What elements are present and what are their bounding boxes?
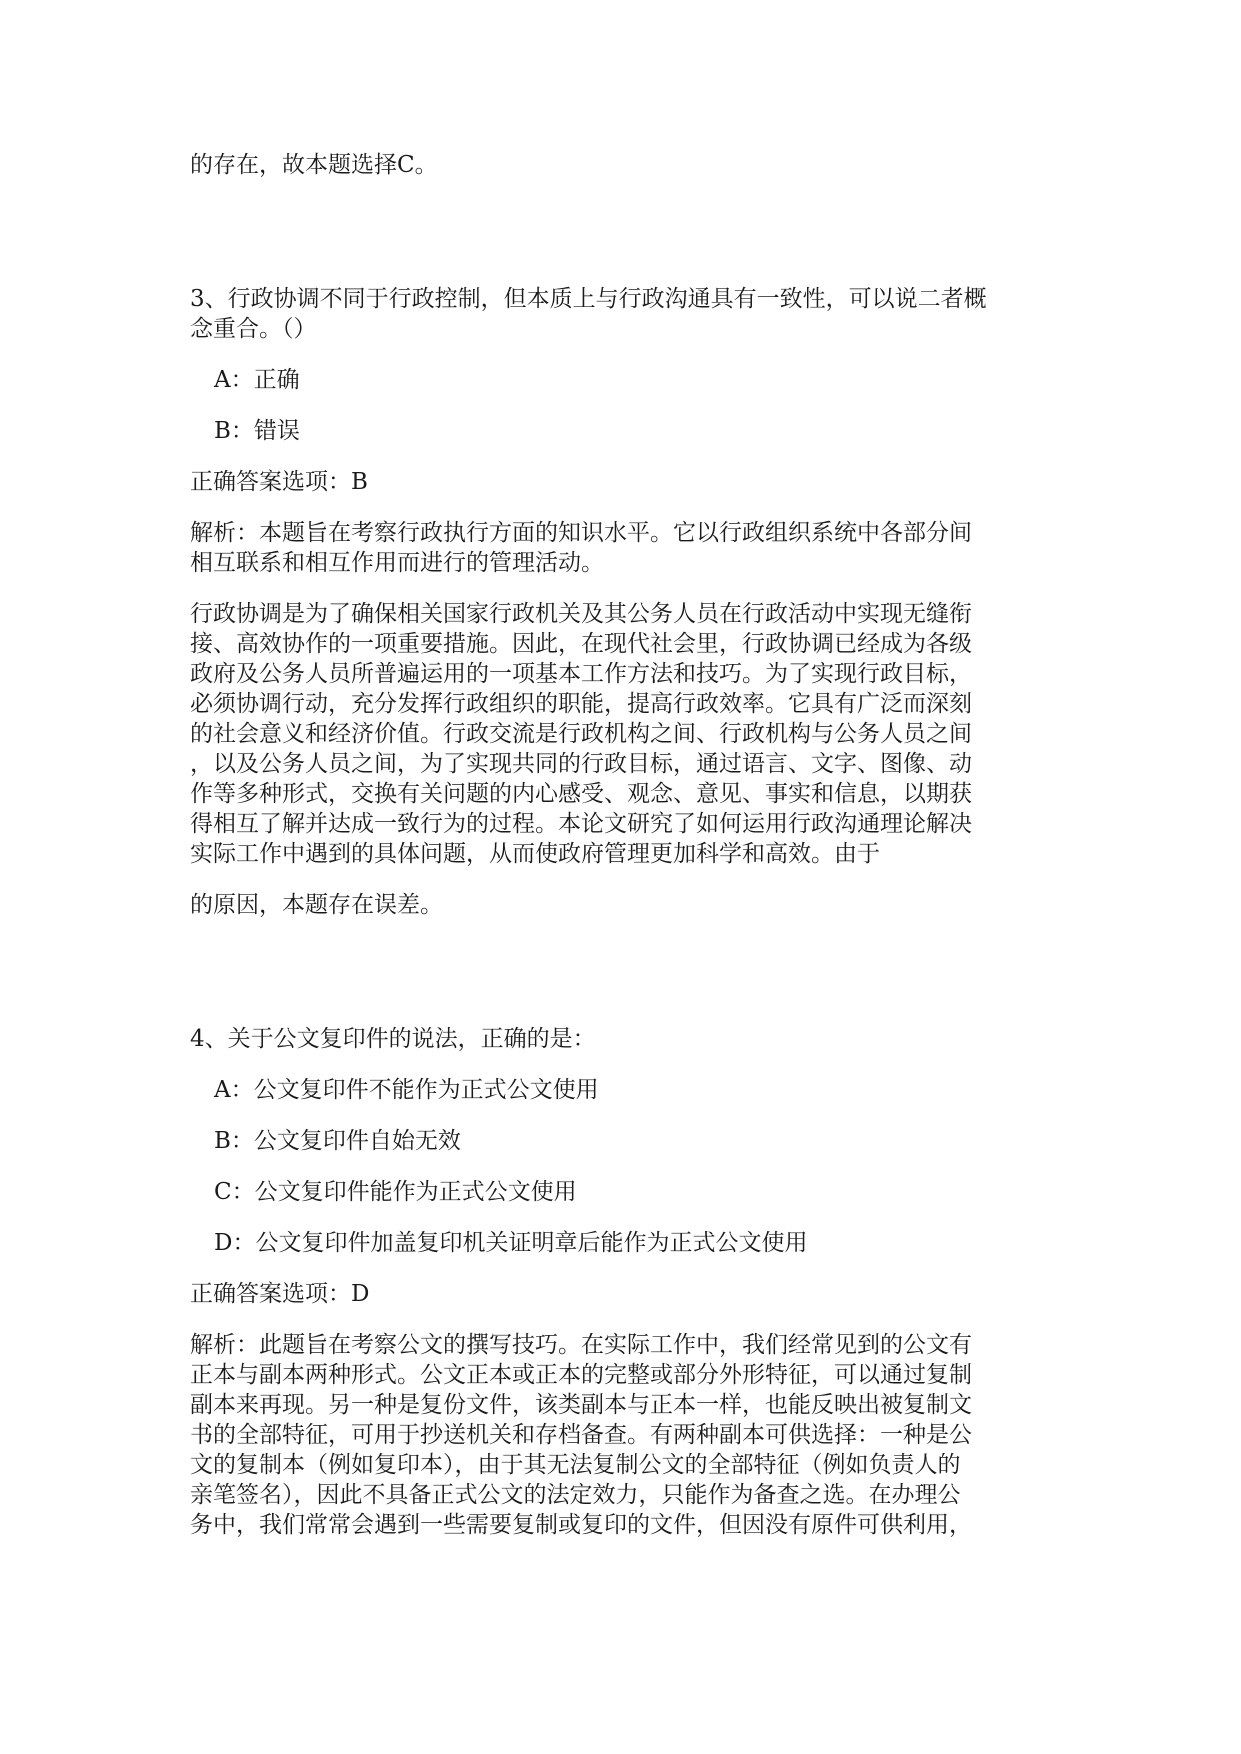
question-3-body-line: 必须协调行动，充分发挥行政组织的职能，提高行政效率。它具有广泛而深刻 bbox=[190, 691, 972, 717]
previous-answer-tail: 的存在，故本题选择C。 bbox=[190, 152, 438, 178]
question-4-analysis-line: 务中，我们常常会遇到一些需要复制或复印的文件，但因没有原件可供利用， bbox=[190, 1512, 972, 1538]
question-4-analysis-line: 解析：此题旨在考察公文的撰写技巧。在实际工作中，我们经常见到的公文有 bbox=[190, 1332, 972, 1358]
question-3-conclusion: 的原因，本题存在误差。 bbox=[190, 892, 443, 918]
question-4-answer: 正确答案选项：D bbox=[190, 1281, 370, 1307]
question-3-option-a: A：正确 bbox=[214, 367, 300, 393]
question-4-option-b: B：公文复印件自始无效 bbox=[214, 1128, 461, 1154]
question-4-analysis-line: 正本与副本两种形式。公文正本或正本的完整或部分外形特征，可以通过复制 bbox=[190, 1362, 972, 1388]
question-3-stem-line-1: 3、行政协调不同于行政控制，但本质上与行政沟通具有一致性，可以说二者概 bbox=[190, 286, 987, 312]
question-3-body-line: ，以及公务人员之间，为了实现共同的行政目标，通过语言、文字、图像、动 bbox=[190, 751, 972, 777]
question-4-stem: 4、关于公文复印件的说法，正确的是： bbox=[190, 1026, 596, 1052]
question-3-body-line: 实际工作中遇到的具体问题，从而使政府管理更加科学和高效。由于 bbox=[190, 841, 880, 867]
question-4-option-d: D：公文复印件加盖复印机关证明章后能作为正式公文使用 bbox=[214, 1230, 808, 1256]
question-3-body-line: 政府及公务人员所普遍运用的一项基本工作方法和技巧。为了实现行政目标， bbox=[190, 661, 972, 687]
question-4-analysis-line: 书的全部特征，可用于抄送机关和存档备查。有两种副本可供选择：一种是公 bbox=[190, 1422, 972, 1448]
question-3-body-line: 作等多种形式，交换有关问题的内心感受、观念、意见、事实和信息，以期获 bbox=[190, 781, 972, 807]
question-3-answer: 正确答案选项：B bbox=[190, 469, 368, 495]
question-3-option-b: B：错误 bbox=[214, 418, 300, 444]
question-3-analysis-line-1: 解析：本题旨在考察行政执行方面的知识水平。它以行政组织系统中各部分间 bbox=[190, 520, 972, 546]
question-4-analysis-line: 亲笔签名），因此不具备正式公文的法定效力，只能作为备查之选。在办理公 bbox=[190, 1482, 961, 1508]
document-page bbox=[190, 150, 1050, 1540]
question-3-body-line: 接、高效协作的一项重要措施。因此，在现代社会里，行政协调已经成为各级 bbox=[190, 631, 972, 657]
question-4 bbox=[190, 1024, 1050, 1540]
question-3-analysis-line-2: 相互联系和相互作用而进行的管理活动。 bbox=[190, 550, 604, 576]
question-4-option-a: A：公文复印件不能作为正式公文使用 bbox=[214, 1077, 599, 1103]
question-3-body-line: 行政协调是为了确保相关国家行政机关及其公务人员在行政活动中实现无缝衔 bbox=[190, 601, 972, 627]
question-4-option-c: C：公文复印件能作为正式公文使用 bbox=[214, 1179, 577, 1205]
question-3-body-line: 的社会意义和经济价值。行政交流是行政机构之间、行政机构与公务人员之间 bbox=[190, 721, 972, 747]
question-4-analysis-line: 文的复制本（例如复印本），由于其无法复制公文的全部特征（例如负责人的 bbox=[190, 1452, 961, 1478]
question-4-analysis-line: 副本来再现。另一种是复份文件，该类副本与正本一样，也能反映出被复制文 bbox=[190, 1392, 972, 1418]
question-3 bbox=[190, 284, 1050, 920]
question-3-stem-line-2: 念重合。（） bbox=[190, 316, 317, 342]
question-3-body-line: 得相互了解并达成一致行为的过程。本论文研究了如何运用行政沟通理论解决 bbox=[190, 811, 972, 837]
